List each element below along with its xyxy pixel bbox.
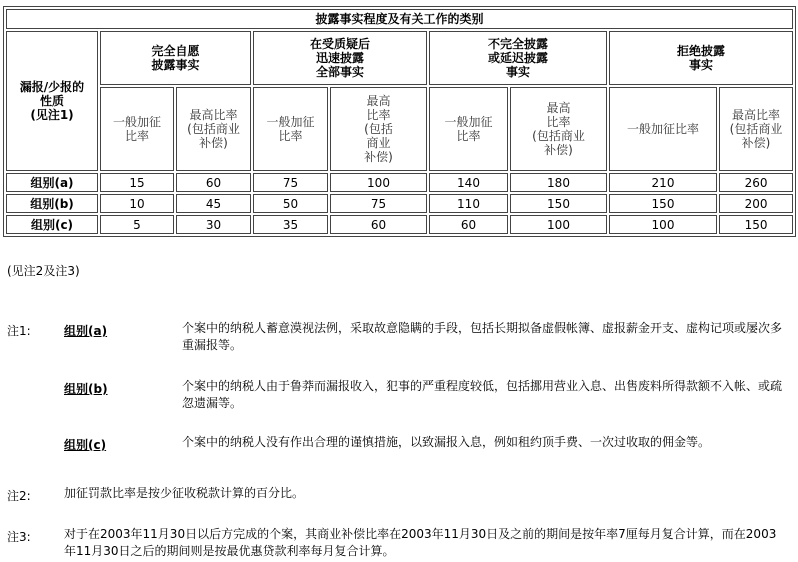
cell-value: 60: [176, 173, 251, 192]
cell-value: 60: [429, 215, 508, 234]
subheader-max-rate: 最高比率 (包括商业 补偿): [176, 87, 251, 171]
cell-value: 100: [609, 215, 717, 234]
cell-value: 100: [330, 173, 427, 192]
cell-value: 110: [429, 194, 508, 213]
cell-value: 200: [719, 194, 793, 213]
cell-value: 260: [719, 173, 793, 192]
category-partial: 不完全披露 或延迟披露 事实: [429, 31, 607, 85]
penalty-table: [3, 6, 796, 237]
cell-value: 210: [609, 173, 717, 192]
cell-value: 150: [510, 194, 607, 213]
note2-text: 加征罚款比率是按少征收税款计算的百分比。: [64, 486, 305, 500]
cell-value: 180: [510, 173, 607, 192]
cell-value: 100: [510, 215, 607, 234]
subheader-general-rate: 一般加征 比率: [429, 87, 508, 171]
cell-value: 150: [609, 194, 717, 213]
category-prompt: 在受质疑后 迅速披露 全部事实: [253, 31, 427, 85]
subheader-general-rate: 一般加征比率: [609, 87, 717, 171]
cell-value: 50: [253, 194, 328, 213]
note2-label: 注2:: [7, 489, 31, 503]
group-b-description: 个案中的纳税人由于鲁莽而漏报收入，犯事的严重程度较低，包括挪用营业入息、出售废料所得款额不入帐、或疏忽遗漏等。: [182, 379, 783, 410]
subheader-general-rate: 一般加征 比率: [100, 87, 174, 171]
note3-text: 对于在2003年11月30日以后方完成的个案，其商业补偿比率在2003年11月30日及之前的期间是按年率7厘每月复合计算，而在2003年11月30日之后的期间则是按最优惠贷款利率每月复合计算。: [64, 527, 777, 558]
row-header: 漏报/少报的 性质 (见注1): [6, 31, 98, 171]
cell-value: 30: [176, 215, 251, 234]
cell-value: 10: [100, 194, 174, 213]
subheader-max-rate: 最高 比率 (包括商业 补偿): [510, 87, 607, 171]
note3-label: 注3:: [7, 530, 31, 544]
cell-value: 5: [100, 215, 174, 234]
note1-label: 注1:: [7, 324, 31, 338]
subheader-general-rate: 一般加征 比率: [253, 87, 328, 171]
table-caption: 披露事实程度及有关工作的类别: [6, 9, 793, 29]
category-refuse: 拒绝披露 事实: [609, 31, 793, 85]
cell-value: 75: [330, 194, 427, 213]
cell-value: 45: [176, 194, 251, 213]
subheader-max-rate: 最高比率 (包括商业 补偿): [719, 87, 793, 171]
group-c-label: 组别(c): [64, 438, 107, 452]
row-label: 组别(b): [6, 194, 98, 213]
cell-value: 35: [253, 215, 328, 234]
see-notes: (见注2及注3): [7, 264, 80, 278]
group-b-label: 组别(b): [64, 382, 108, 396]
cell-value: 150: [719, 215, 793, 234]
table-row: [6, 173, 793, 192]
cell-value: 75: [253, 173, 328, 192]
group-a-description: 个案中的纳税人蓄意漠视法例，采取故意隐瞒的手段，包括长期拟备虚假帐簿、虚报薪金开支、虚构记项或屡次多重漏报等。: [182, 321, 783, 352]
group-c-description: 个案中的纳税人没有作出合理的谨慎措施，以致漏报入息，例如租约顶手费、一次过收取的佣金等。: [182, 435, 711, 449]
cell-value: 60: [330, 215, 427, 234]
subheader-max-rate: 最高 比率 (包括 商业 补偿): [330, 87, 427, 171]
row-label: 组别(a): [6, 173, 98, 192]
group-a-label: 组别(a): [64, 324, 108, 338]
cell-value: 140: [429, 173, 508, 192]
category-voluntary: 完全自愿 披露事实: [100, 31, 251, 85]
cell-value: 15: [100, 173, 174, 192]
row-label: 组别(c): [6, 215, 98, 234]
table-row: [6, 215, 793, 234]
table-row: [6, 194, 793, 213]
